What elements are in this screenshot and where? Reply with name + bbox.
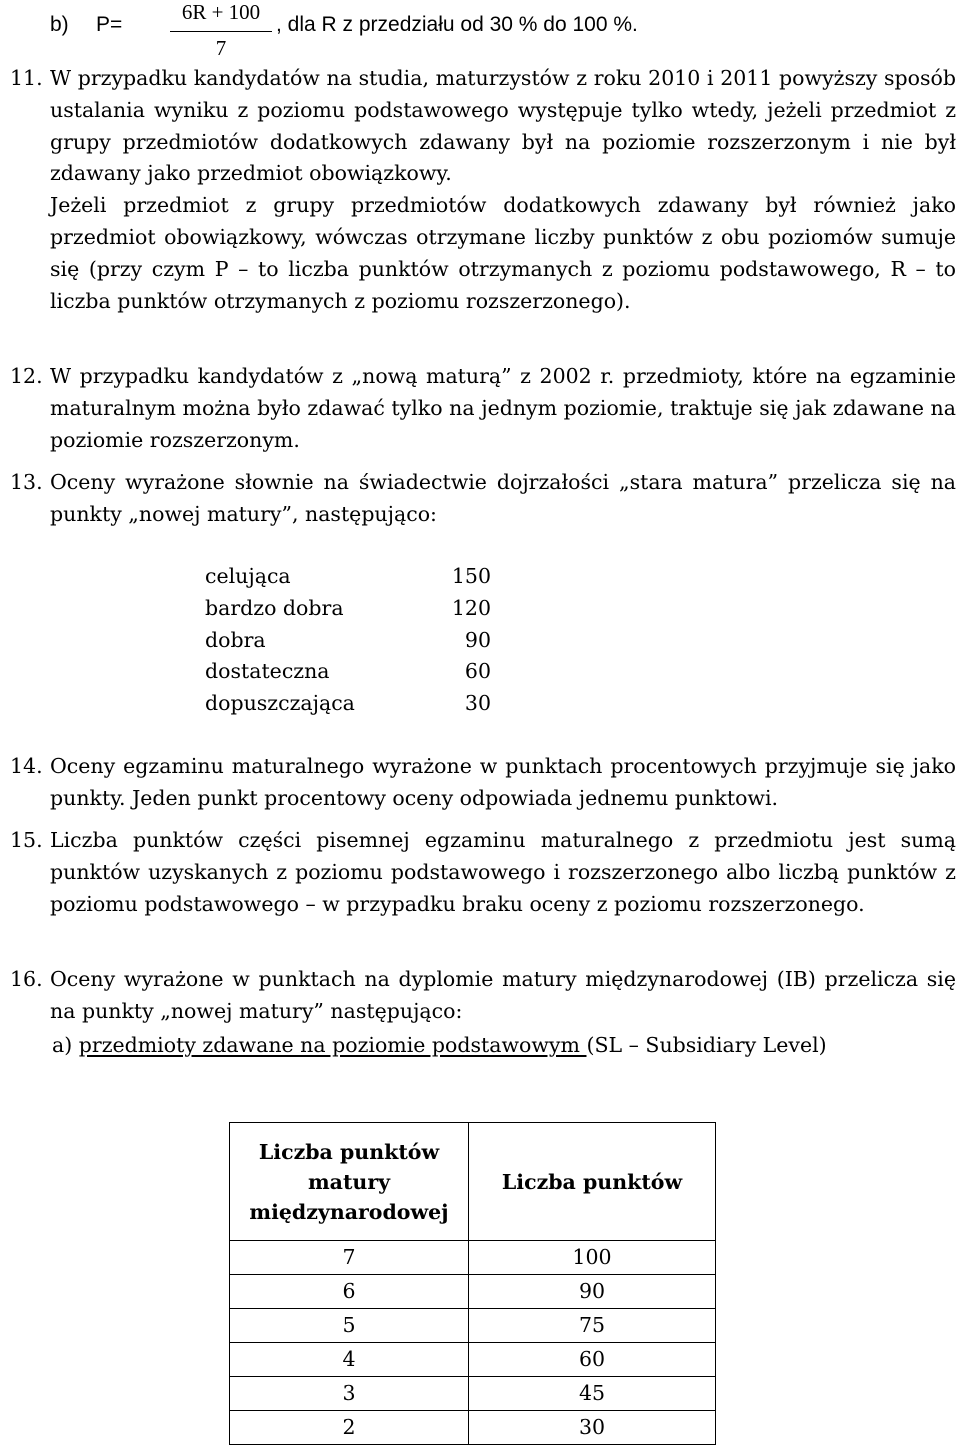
grade-name: dobra — [205, 627, 266, 652]
item-14 — [10, 751, 956, 815]
formula-range-text: , dla R z przedziału od 30 % do 100 %. — [276, 13, 638, 36]
item-number: 14. — [10, 754, 43, 778]
fraction-bar — [170, 31, 272, 32]
table-cell: 60 — [469, 1343, 716, 1377]
formula-p-equals: P= — [96, 13, 123, 36]
grade-name: dopuszczająca — [205, 691, 355, 716]
table-row — [230, 1309, 716, 1343]
formula-fraction — [170, 0, 272, 64]
item-11 — [10, 63, 956, 317]
formula-denominator: 7 — [215, 36, 227, 60]
table-cell: 5 — [230, 1309, 469, 1343]
table-cell: 7 — [230, 1241, 469, 1275]
item-paragraph: Liczba punktów części pisemnej egzaminu maturalnego z przedmiotu jest sumą punktów uzyskanych z poziomu podstawowego i rozszerzonego albo liczbą punktów z poziomu podstawowego – w przypadku braku oceny z poziomu rozszerzonego. — [50, 828, 956, 916]
formula-numerator: 6R + 100 — [181, 0, 261, 24]
table-cell: 45 — [469, 1377, 716, 1411]
item-paragraph: Oceny egzaminu maturalnego wyrażone w punktach procentowych przyjmuje się jako punkty. Jeden punkt procentowy oceny odpowiada jednemu punktowi. — [50, 754, 956, 810]
subitem-underlined-text: przedmioty zdawane na poziomie podstawowym — [78, 1033, 587, 1057]
table-row — [230, 1377, 716, 1411]
table-row — [230, 1411, 716, 1445]
subitem-rest: (SL – Subsidiary Level) — [586, 1033, 827, 1057]
grade-name: dostateczna — [205, 659, 330, 684]
grade-row — [205, 688, 505, 720]
item-paragraph: Oceny wyrażone w punktach na dyplomie matury międzynarodowej (IB) przelicza się na punkty „nowej matury” następująco: — [50, 967, 956, 1023]
grade-points: 90 — [464, 627, 491, 652]
table-cell: 2 — [230, 1411, 469, 1445]
table-cell: 100 — [469, 1241, 716, 1275]
grade-row — [205, 625, 505, 657]
table-cell: 75 — [469, 1309, 716, 1343]
item-number: 16. — [10, 967, 43, 991]
item-number: 11. — [10, 66, 43, 90]
table-cell: 30 — [469, 1411, 716, 1445]
grades-list — [205, 561, 505, 720]
grade-points: 30 — [464, 691, 491, 716]
item-number: 15. — [10, 828, 43, 852]
grade-row — [205, 656, 505, 688]
grade-points: 60 — [464, 659, 491, 684]
ib-conversion-table — [229, 1122, 716, 1445]
item-16 — [10, 964, 956, 1028]
item-number: 12. — [10, 364, 43, 388]
formula-label: b) — [50, 13, 69, 36]
header-text: Liczba punktów matury międzynarodowej — [249, 1139, 449, 1224]
table-header-ib-points — [230, 1123, 469, 1241]
table-header-row — [230, 1123, 716, 1241]
item-paragraph: W przypadku kandydatów na studia, maturzystów z roku 2010 i 2011 powyższy sposób ustalania wyniku z poziomu podstawowego występuje tylko wtedy, jeżeli przedmiot z grupy przedmiotów dodatkowych zdawany był na poziomie rozszerzonym i nie był zdawany jako przedmiot obowiązkowy. — [50, 66, 956, 186]
subitem-label: a) — [52, 1033, 73, 1057]
subitem-a — [52, 1030, 827, 1062]
grade-name: celująca — [205, 564, 291, 588]
table-cell: 4 — [230, 1343, 469, 1377]
grade-row — [205, 561, 505, 593]
item-12 — [10, 361, 956, 456]
item-number: 13. — [10, 470, 43, 494]
grade-row — [205, 593, 505, 625]
table-row — [230, 1343, 716, 1377]
table-row — [230, 1275, 716, 1309]
item-paragraph: Jeżeli przedmiot z grupy przedmiotów dodatkowych zdawany był również jako przedmiot obowiązkowy, wówczas otrzymane liczby punktów z obu poziomów sumuje się (przy czym P – to liczba punktów otrzymanych z poziomu podstawowego, R – to liczba punktów otrzymanych z poziomu rozszerzonego). — [50, 193, 956, 313]
grade-points: 150 — [451, 564, 491, 588]
item-13 — [10, 467, 956, 531]
grade-name: bardzo dobra — [205, 595, 344, 620]
grade-points: 120 — [451, 595, 491, 620]
table-cell: 90 — [469, 1275, 716, 1309]
item-paragraph: W przypadku kandydatów z „nową maturą” z 2002 r. przedmioty, które na egzaminie maturalnym można było zdawać tylko na jednym poziomie, traktuje się jak zdawane na poziomie rozszerzonym. — [50, 364, 956, 452]
table-cell: 6 — [230, 1275, 469, 1309]
formula-b — [50, 0, 750, 66]
table-cell: 3 — [230, 1377, 469, 1411]
table-row — [230, 1241, 716, 1275]
table-header-points: Liczba punktów — [469, 1123, 716, 1241]
item-paragraph: Oceny wyrażone słownie na świadectwie dojrzałości „stara matura” przelicza się na punkty „nowej matury”, następująco: — [50, 470, 956, 526]
item-15 — [10, 825, 956, 920]
